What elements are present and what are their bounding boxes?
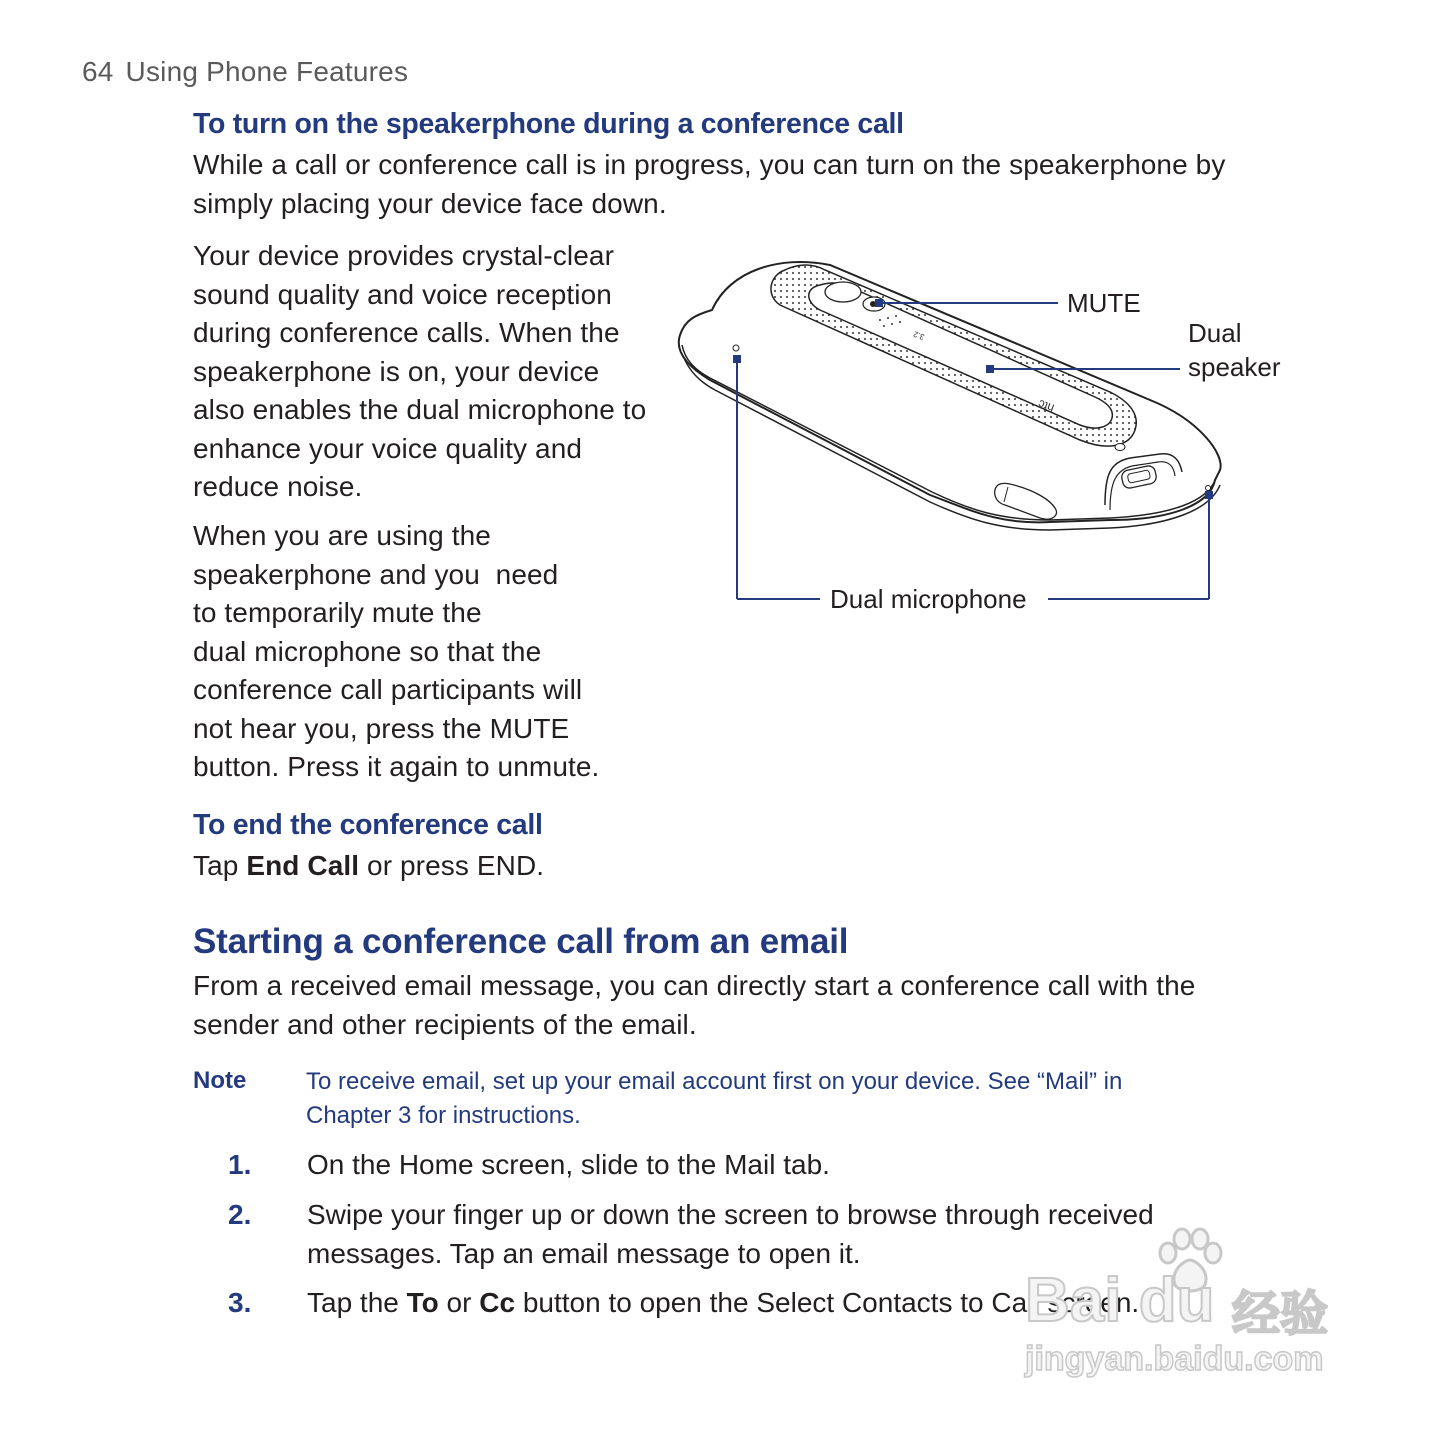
cc-button-label: Cc xyxy=(479,1287,516,1318)
email-section-intro: From a received email message, you can directly start a conference call with the sender and other recipients of the email. xyxy=(193,970,1196,1040)
page-header xyxy=(82,56,408,88)
camera-label: 3.2 xyxy=(912,329,926,342)
speakerphone-intro: While a call or conference call is in progress, you can turn on the speakerphone by simply placing your device face down. xyxy=(193,149,1226,219)
device-diagram xyxy=(670,240,1290,625)
para2-line: to temporarily mute the xyxy=(193,597,482,628)
para2-line: not hear you, press the MUTE xyxy=(193,712,570,744)
speakerphone-paragraph-1: Your device provides crystal-clear sound quality and voice reception during conference calls. When the speakerphone is on, your device also enables the dual microphone to enhance your voice quality and reduce noise. xyxy=(193,240,647,502)
para2-line: button. Press it again to unmute. xyxy=(193,751,600,782)
callout-mute: MUTE xyxy=(1067,288,1141,318)
note-label: Note xyxy=(193,1067,247,1094)
note-text: To receive email, set up your email account first on your device. See “Mail” in Chapter 3 for instructions. xyxy=(306,1068,1123,1129)
para2-line: speakerphone and you need xyxy=(193,558,559,590)
mic-left-marker xyxy=(733,355,741,363)
step-number: 3. xyxy=(228,1287,252,1318)
para2-line: conference call participants will xyxy=(193,674,583,705)
end-call-text-post: or press END. xyxy=(359,850,545,881)
speaker-marker xyxy=(986,365,994,373)
step-text: Swipe your finger up or down the screen to browse through received messages. Tap an email message to open it. xyxy=(307,1199,1154,1269)
step-text: Tap the To or Cc button to open the Select Contacts to Call screen. xyxy=(307,1287,1140,1318)
para2-line: When you are using the xyxy=(193,520,491,551)
step-number: 1. xyxy=(228,1149,252,1180)
baidu-watermark xyxy=(1020,1225,1360,1385)
speakerphone-paragraph-2 xyxy=(193,517,663,787)
para2-line: dual microphone so that the xyxy=(193,635,542,667)
step-number: 2. xyxy=(228,1199,252,1230)
callout-dual-speaker-line2: speaker xyxy=(1188,352,1281,382)
end-call-text-pre: Tap xyxy=(193,850,247,881)
chapter-title: Using Phone Features xyxy=(125,56,409,87)
watermark-cn: 经验 xyxy=(1232,1288,1329,1341)
htc-logo: htc xyxy=(1036,396,1057,416)
callout-dual-speaker-line1: Dual xyxy=(1188,318,1242,348)
mic-right-marker xyxy=(1205,491,1213,499)
to-button-label: To xyxy=(406,1287,439,1318)
step-text: On the Home screen, slide to the Mail tab. xyxy=(307,1149,830,1180)
mute-marker xyxy=(875,299,883,307)
email-section-title: Starting a conference call from an email xyxy=(193,922,849,961)
end-call-text xyxy=(193,847,544,886)
callout-dual-microphone: Dual microphone xyxy=(830,584,1027,614)
phone-back-illustration xyxy=(670,240,1290,620)
speakerphone-heading: To turn on the speakerphone during a conference call xyxy=(193,108,904,140)
end-call-bold: End Call xyxy=(246,850,360,881)
watermark-brand: Bai du xyxy=(1025,1266,1215,1335)
watermark-url: jingyan.baidu.com xyxy=(1025,1340,1324,1378)
end-call-heading: To end the conference call xyxy=(193,809,543,841)
page-number: 64 xyxy=(82,56,114,87)
